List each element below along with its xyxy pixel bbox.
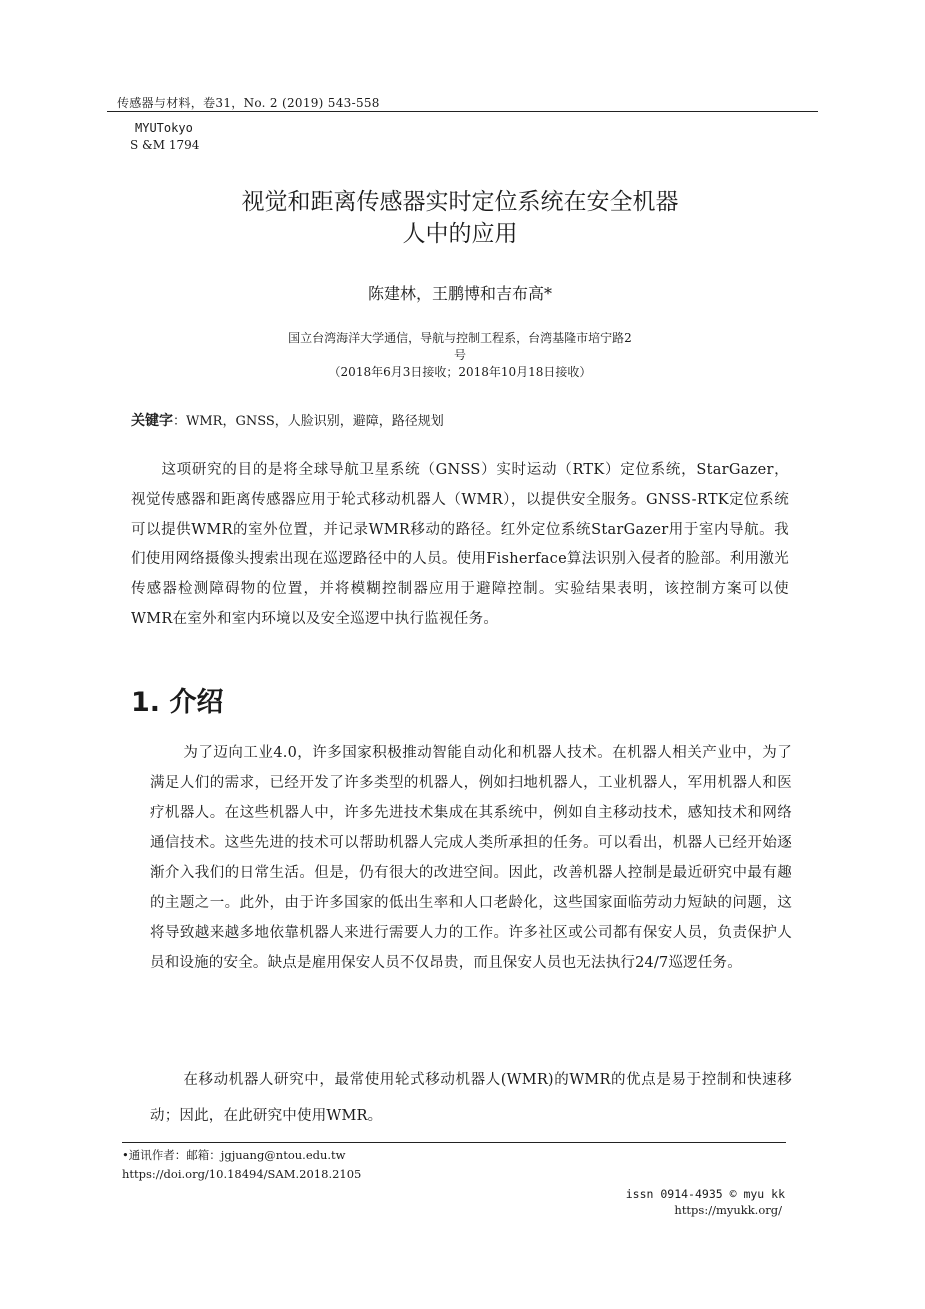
keywords-list: ：WMR，GNSS，人脸识别，避障，路径规划 [173,414,444,429]
corresponding-author-footnote: •通讯作者：邮箱：jgjuang@ntou.edu.tw https://doi.org/10.18494/SAM.2018.2105 [122,1148,362,1181]
intro-paragraph-1: 为了迈向工业4.0，许多国家积极推动智能自动化和机器人技术。在机器人相关产业中，为了满足人们的需求，已经开发了许多类型的机器人，例如扫地机器人，工业机器人，军用机器人和医疗机器人。在这些机器人中，许多先进技术集成在其系统中，例如自主移动技术，感知技术和网络通信技术。这些先进的技术可以帮助机器人完成人类所承担的任务。可以看出，机器人已经开始逐渐介入我们的日常生活。但是，仍有很大的改进空间。因此，改善机器人控制是最近研究中最有趣的主题之一。此外，由于许多国家的低出生率和人口老龄化，这些国家面临劳动力短缺的问题，这将导致越来越多地依靠机器人来进行需要人力的工作。许多社区或公司都有保安人员，负责保护人员和设施的安全。缺点是雇用保安人员不仅昂贵，而且保安人员也无法执行24/7巡逻任务。 [150,745,792,971]
paper-title [160,186,760,250]
running-head: 传感器与材料，卷31，No. 2 (2019) 543-558 [117,96,380,110]
section-heading: 1. 介绍 [131,687,224,718]
issn: issn 0914-4935 © myu kk [625,1187,785,1201]
author-list: 陈建林，王鹏博和吉布高* [367,284,552,303]
affiliation [230,330,690,381]
title-line-2: 人中的应用 [402,221,518,247]
received-dates: （2018年6月3日接收；2018年10月18日接收） [328,365,592,379]
affiliation-line-2: 号 [453,348,466,362]
intro-paragraph-2: 在移动机器人研究中，最常使用轮式移动机器人(WMR)的WMR的优点是易于控制和快速移动；因此，在此研究中使用WMR。 [150,1072,792,1124]
publisher-url: https://myukk.org/ [674,1203,782,1217]
publisher-name: MYUTokyo [135,121,193,135]
series-number: S &M 1794 [130,138,200,152]
keywords [131,410,444,430]
footnote-rule [122,1142,786,1143]
affiliation-line-1: 国立台湾海洋大学通信，导航与控制工程系，台湾基隆市培宁路2 [288,331,632,345]
title-line-1: 视觉和距离传感器实时定位系统在安全机器 [241,189,679,215]
keywords-label: 关键字 [131,413,173,429]
abstract: 这项研究的目的是将全球导航卫星系统（GNSS）实时运动（RTK）定位系统，StarGazer，视觉传感器和距离传感器应用于轮式移动机器人（WMR），以提供安全服务。GNSS-RTK定位系统可以提供WMR的室外位置，并记录WMR移动的路径。红外定位系统StarGazer用于室内导航。我们使用网络摄像头搜索出现在巡逻路径中的人员。使用Fisherface算法识别入侵者的脸部。利用激光传感器检测障碍物的位置，并将模糊控制器应用于避障控制。实验结果表明，该控制方案可以使WMR在室外和室内环境以及安全巡逻中执行监视任务。 [131,462,789,627]
header-rule [107,111,818,112]
